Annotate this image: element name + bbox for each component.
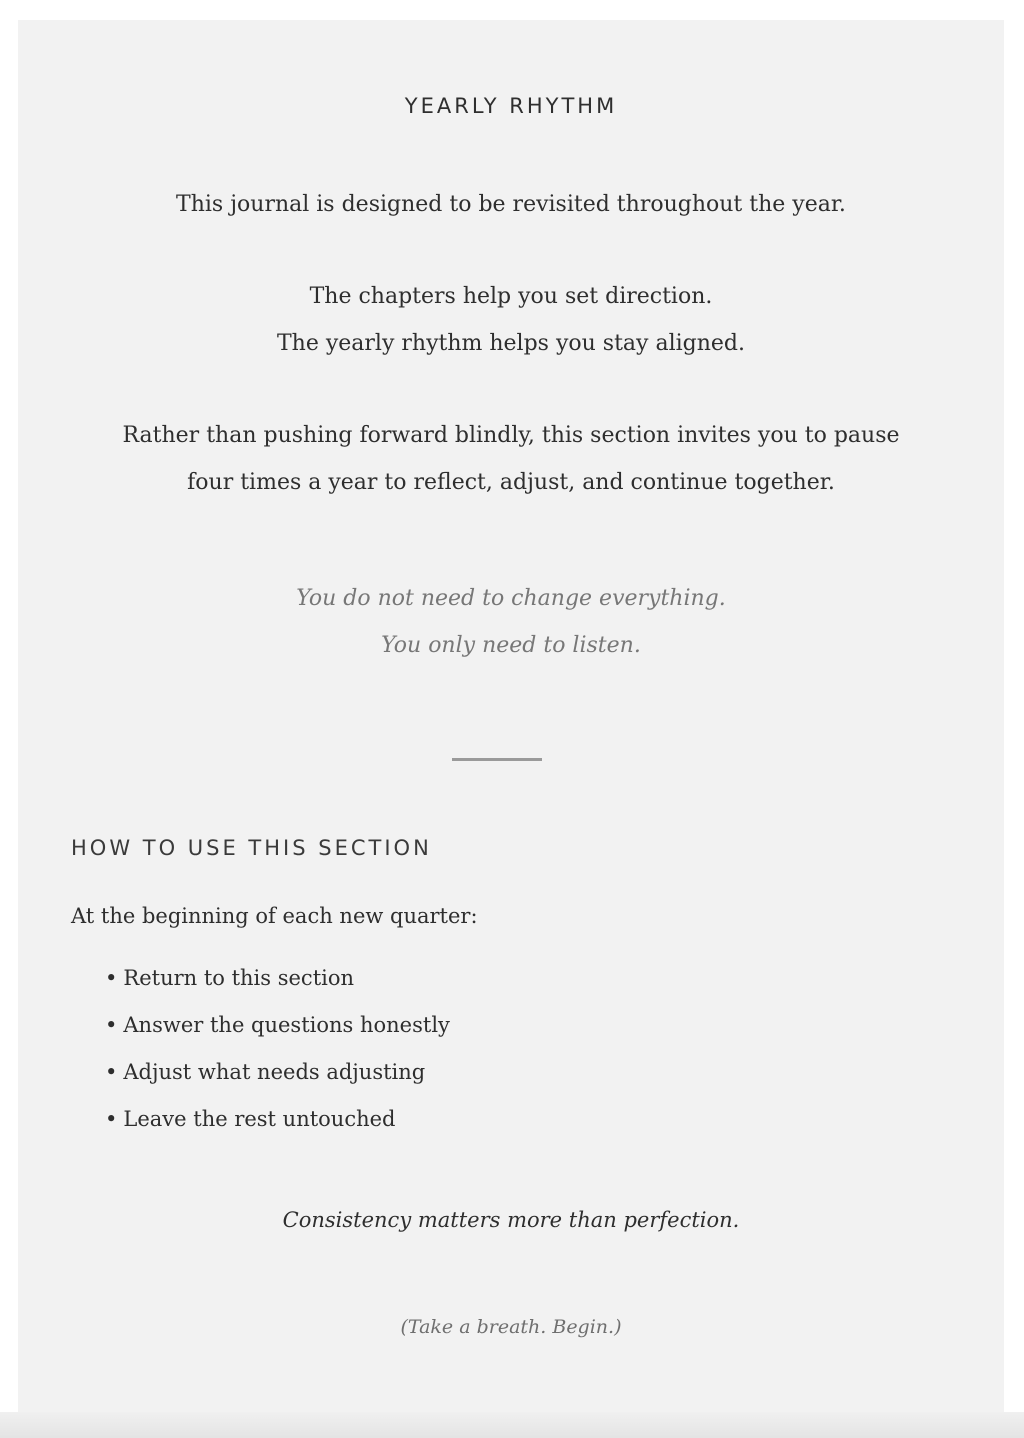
section-divider — [452, 758, 542, 761]
list-item-text: Leave the rest untouched — [123, 1107, 396, 1131]
bullet-icon: • — [105, 1107, 118, 1131]
quote-line-1: You do not need to change everything. — [296, 586, 726, 611]
intro-line-3: The yearly rhythm helps you stay aligned. — [276, 331, 745, 356]
bullet-icon: • — [105, 1013, 118, 1037]
quote-line-2: You only need to listen. — [381, 633, 641, 658]
section-lead: At the beginning of each new quarter: — [71, 904, 478, 928]
list-item-text: Adjust what needs adjusting — [123, 1060, 426, 1084]
bullet-icon: • — [105, 966, 118, 990]
list-item — [105, 1060, 425, 1084]
list-item — [105, 1013, 450, 1037]
page-edge-shadow — [0, 1412, 1024, 1438]
list-item — [105, 966, 354, 990]
list-item-text: Answer the questions honestly — [123, 1013, 450, 1037]
intro-line-1: This journal is designed to be revisited throughout the year. — [176, 192, 846, 217]
intro-line-5: four times a year to reflect, adjust, and continue together. — [187, 470, 835, 495]
page-title: YEARLY RHYTHM — [404, 94, 618, 118]
intro-line-2: The chapters help you set direction. — [309, 284, 713, 309]
list-item — [105, 1107, 396, 1131]
list-item-text: Return to this section — [123, 966, 355, 990]
closing-statement: Consistency matters more than perfection. — [282, 1208, 740, 1232]
intro-line-4: Rather than pushing forward blindly, this section invites you to pause — [122, 423, 900, 448]
final-note: (Take a breath. Begin.) — [400, 1316, 622, 1338]
section-heading: HOW TO USE THIS SECTION — [71, 836, 432, 860]
journal-page — [18, 20, 1004, 1420]
bullet-icon: • — [105, 1060, 118, 1084]
